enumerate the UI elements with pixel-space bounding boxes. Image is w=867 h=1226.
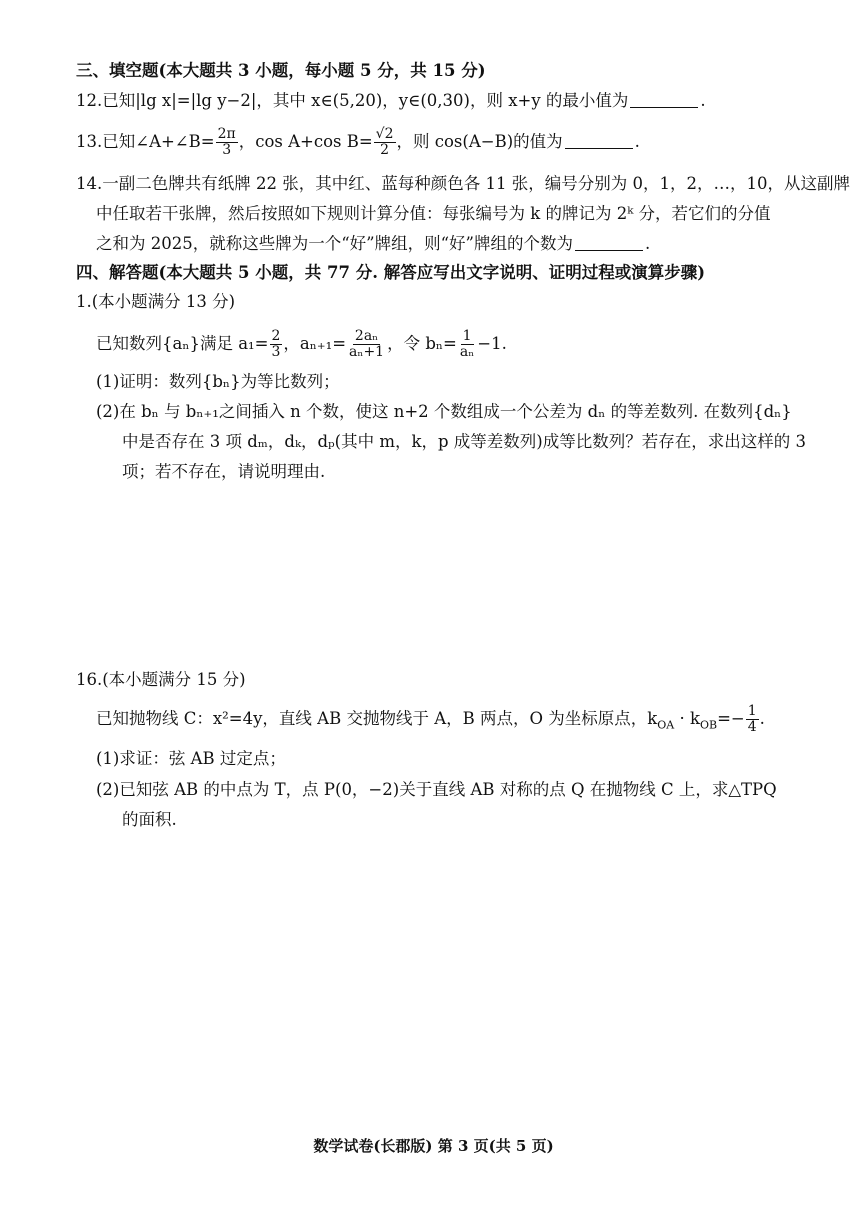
q16-stem-end: . (759, 709, 765, 728)
q15-part2-line3: 项；若不存在，请说明理由. (122, 462, 326, 481)
fraction (746, 704, 759, 735)
q15-part1: (1)证明：数列{bₙ}为等比数列； (96, 372, 340, 391)
q13-tail: ，则 cos(A−B)的值为 (396, 132, 563, 151)
question-14-line3 (96, 233, 650, 255)
q15-part2-line2: 中是否存在 3 项 dₘ，dₖ，dₚ(其中 m，k，p 成等差数列)成等比数列？若存在，求出这样的 3 (122, 432, 806, 451)
question-12 (76, 90, 706, 112)
q14-line1: 14.一副二色牌共有纸牌 22 张，其中红、蓝每种颜色各 11 张，编号分别为 0，1，2，…，10，从这副牌 (76, 174, 850, 193)
fraction-numerator: 1 (462, 328, 472, 344)
section4-heading: 四、解答题(本大题共 5 小题，共 77 分. 解答应写出文字说明、证明过程或演算步骤) (76, 263, 706, 282)
fraction-denominator: 2 (380, 142, 390, 158)
answer-blank (565, 134, 633, 149)
q13-mid: ，cos A+cos B= (238, 132, 373, 151)
answer-blank (630, 93, 698, 108)
fraction-denominator: 3 (271, 344, 281, 360)
q14-suffix: . (644, 234, 651, 253)
q13-suffix: . (634, 132, 640, 151)
q16-stem-prefix: 已知抛物线 C：x²=4y，直线 AB 交抛物线于 A，B 两点，O 为坐标原点，k (96, 709, 658, 728)
fraction-numerator: 1 (747, 703, 757, 719)
q16-stem-tail: =− (717, 709, 745, 728)
fraction (270, 329, 283, 360)
q14-line3: 之和为 2025，就称这些牌为一个“好”牌组，则“好”牌组的个数为 (96, 234, 573, 253)
question-13 (76, 126, 640, 158)
section3-heading: 三、填空题(本大题共 3 小题，每小题 5 分，共 15 分) (76, 61, 486, 80)
q15-part2-line1: (2)在 bₙ 与 bₙ₊₁之间插入 n 个数，使这 n+2 个数组成一个公差为 dₙ 的等差数列. 在数列{dₙ} (96, 402, 792, 421)
answer-blank (575, 236, 643, 251)
dot-operator: · k (674, 709, 700, 728)
subscript: OB (699, 718, 718, 732)
q15-stem (96, 326, 507, 362)
subscript: OA (657, 718, 675, 732)
q15-stem-tail: −1. (477, 334, 507, 353)
q14-line2: 中任取若干张牌，然后按照如下规则计算分值：每张编号为 k 的牌记为 2ᵏ 分，若它们的分值 (96, 204, 771, 223)
fraction-numerator: 2aₙ (354, 328, 379, 344)
fraction (458, 329, 476, 360)
q16-part2-line1: (2)已知弦 AB 的中点为 T，点 P(0，−2)关于直线 AB 对称的点 Q 在抛物线 C 上，求△TPQ (96, 780, 777, 799)
fraction (347, 329, 386, 360)
fraction-numerator: √2 (375, 126, 394, 142)
fraction-numerator: 2 (271, 328, 281, 344)
q12-text: 12.已知|lg x|=|lg y−2|，其中 x∈(5,20)，y∈(0,30)，则 x+y 的最小值为 (76, 91, 629, 110)
fraction-numerator: 2π (217, 126, 236, 142)
q16-header: 16.(本小题满分 15 分) (76, 670, 246, 689)
q15-header: 1.(本小题满分 13 分) (76, 292, 236, 311)
fraction-denominator: 4 (747, 719, 757, 735)
q15-stem-mid: ，aₙ₊₁= (283, 334, 347, 353)
q16-stem (96, 701, 765, 737)
q12-suffix: . (700, 91, 706, 110)
fraction (374, 127, 396, 158)
q15-stem-prefix: 已知数列{aₙ}满足 a₁= (96, 334, 269, 353)
fraction-denominator: aₙ+1 (349, 344, 385, 360)
q13-prefix: 13.已知∠A+∠B= (76, 132, 215, 151)
q16-part2-line2: 的面积. (122, 810, 177, 829)
q15-stem-mid2: ，令 bₙ= (387, 334, 457, 353)
fraction-denominator: aₙ (459, 344, 475, 360)
q16-part1: (1)求证：弦 AB 过定点； (96, 749, 286, 768)
fraction-denominator: 3 (222, 142, 232, 158)
page-footer: 数学试卷(长郡版) 第 3 页(共 5 页) (313, 1137, 554, 1155)
fraction (216, 127, 238, 158)
